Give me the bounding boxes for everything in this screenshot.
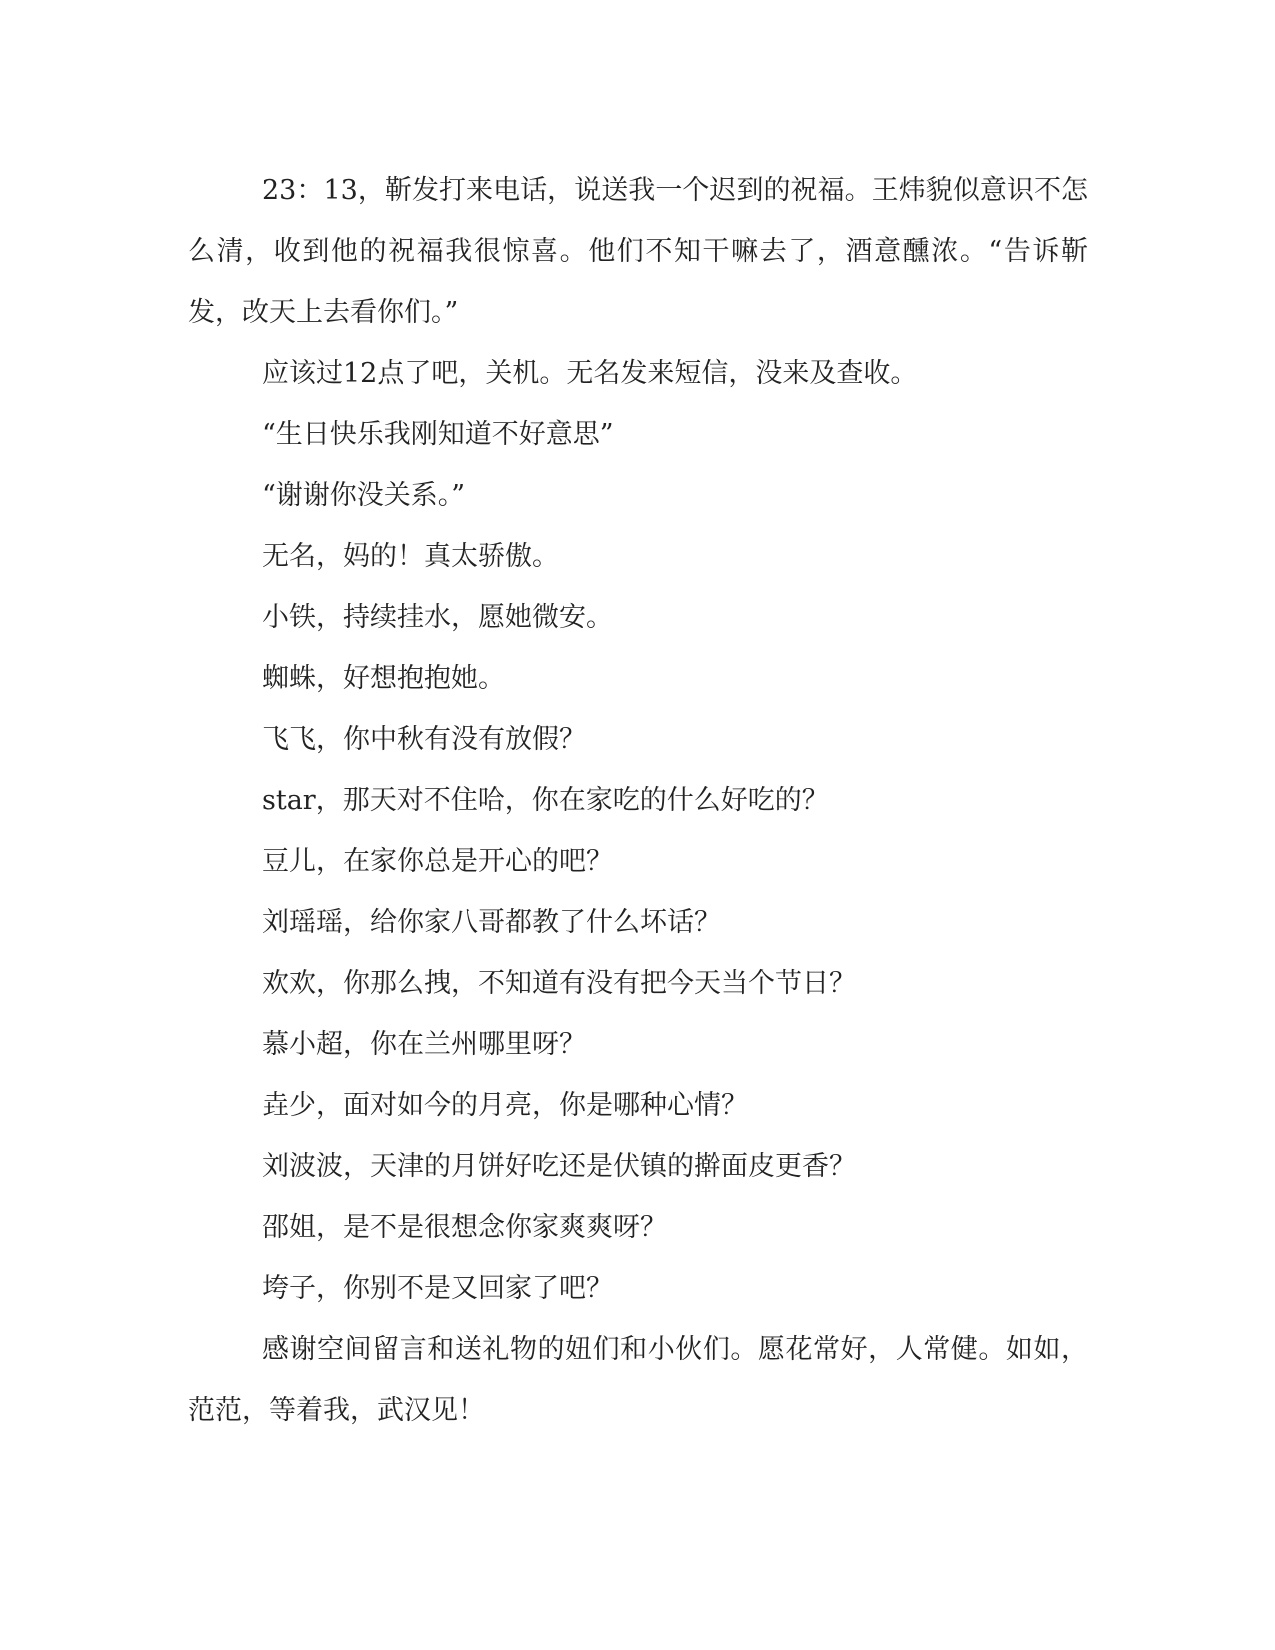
paragraph-16: 邵姐，是不是很想念你家爽爽呀？ <box>262 1212 667 1243</box>
paragraph-12: 欢欢，你那么拽，不知道有没有把今天当个节日？ <box>262 968 856 999</box>
paragraph-14: 垚少，面对如今的月亮，你是哪种心情？ <box>262 1090 748 1121</box>
paragraph-11: 刘瑶瑶，给你家八哥都教了什么坏话？ <box>262 907 721 938</box>
document-body <box>188 160 1088 1441</box>
paragraph-5: 无名，妈的！真太骄傲。 <box>262 541 559 572</box>
paragraph-13: 慕小超，你在兰州哪里呀？ <box>262 1029 586 1060</box>
paragraph-18: 感谢空间留言和送礼物的妞们和小伙们。愿花常好，人常健。如如，范范，等着我，武汉见！ <box>188 1334 1088 1426</box>
paragraph-6: 小铁，持续挂水，愿她微安。 <box>262 602 613 633</box>
paragraph-4: “谢谢你没关系。” <box>262 480 466 511</box>
paragraph-1: 23：13，靳发打来电话，说送我一个迟到的祝福。王炜貌似意识不怎么清，收到他的祝福我很惊喜。他们不知干嘛去了，酒意醺浓。“告诉靳发，改天上去看你们。” <box>188 175 1088 328</box>
paragraph-9: star，那天对不住哈，你在家吃的什么好吃的？ <box>262 785 829 816</box>
paragraph-10: 豆儿，在家你总是开心的吧？ <box>262 846 613 877</box>
paragraph-17: 垮子，你别不是又回家了吧？ <box>262 1273 613 1304</box>
paragraph-8: 飞飞，你中秋有没有放假？ <box>262 724 586 755</box>
paragraph-15: 刘波波，天津的月饼好吃还是伏镇的擀面皮更香？ <box>262 1151 856 1182</box>
paragraph-2: 应该过12点了吧，关机。无名发来短信，没来及查收。 <box>262 358 918 389</box>
paragraph-7: 蜘蛛，好想抱抱她。 <box>262 663 505 694</box>
paragraph-3: “生日快乐我刚知道不好意思” <box>262 419 614 450</box>
